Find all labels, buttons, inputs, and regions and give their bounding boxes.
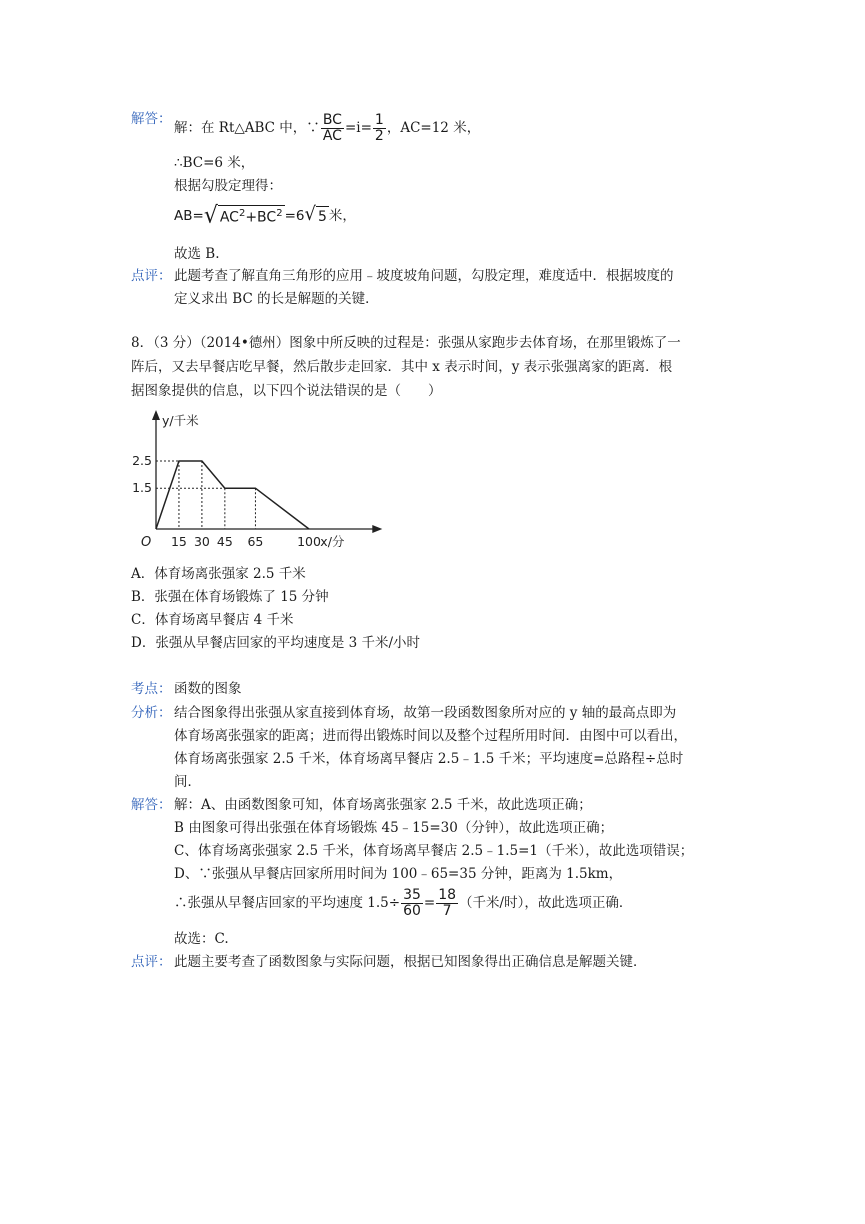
answer-tag-q8: 解答： <box>131 797 172 813</box>
x-tick-label: 30 <box>193 534 210 549</box>
q7-text: ，AC=12 米， <box>386 119 481 136</box>
q8-stem-line-3: 据图象提供的信息，以下四个说法错误的是（ ） <box>131 383 442 399</box>
answer-line-5 <box>174 884 632 922</box>
q7-text: AB= <box>174 207 204 224</box>
answer-text: ∴张强从早餐店回家的平均速度 1.5÷ <box>174 894 401 911</box>
y-axis-arrow <box>152 410 160 420</box>
distance-time-chart <box>128 410 388 558</box>
answer-line-2: B 由图象可得出张强在体育场锻炼 45﹣15=30（分钟），故此选项正确； <box>174 820 614 836</box>
x-tick-label: 65 <box>247 534 264 549</box>
analysis-tag: 分析： <box>131 705 172 721</box>
q7-text: 解：在 Rt△ABC 中，∵ <box>174 119 320 136</box>
comment-tag-q8: 点评： <box>131 954 172 970</box>
q7-solution-line-2: ∴BC=6 米， <box>174 155 255 171</box>
sqrt-five: √ 5 <box>304 203 327 226</box>
answer-line-1: 解：A、由函数图象可知，体育场离张强家 2.5 千米，故此选项正确； <box>174 797 592 813</box>
answer-line-4: D、∵张强从早餐店回家所用时间为 100﹣65=35 分钟，距离为 1.5km， <box>174 866 623 882</box>
origin-label: O <box>141 535 152 550</box>
q7-solution-line-5: 故选 B. <box>174 246 220 262</box>
answer-text: （千米/时），故此选项正确． <box>459 894 633 911</box>
comment-tag-q7: 点评： <box>131 268 172 284</box>
fraction-35-60: $\frac{35}{60}$ <box>403 886 421 919</box>
q8-comment: 此题主要考查了函数图象与实际问题，根据已知图象得出正确信息是解题关键． <box>174 954 647 970</box>
fraction-half: $\frac{1}{2}$ <box>374 111 384 144</box>
option-a: A．体育场离张强家 2.5 千米 <box>131 566 306 582</box>
y-tick-label: 1.5 <box>132 480 152 496</box>
q7-comment-line-1: 此题考查了解直角三角形的应用﹣坡度坡角问题，勾股定理，难度适中．根据坡度的 <box>174 268 674 284</box>
x-axis-arrow <box>372 525 382 533</box>
q7-eq: =i= <box>344 119 372 136</box>
q7-comment-line-2: 定义求出 BC 的长是解题的关键． <box>174 291 379 307</box>
answer-choice: 故选：C. <box>174 931 229 947</box>
q7-solution-line-4 <box>174 200 356 232</box>
option-b: B．张强在体育场锻炼了 15 分钟 <box>131 589 329 605</box>
answer-line-3: C、体育场离张强家 2.5 千米，体育场离早餐店 2.5﹣1.5=1（千米），故此选项错误； <box>174 843 694 859</box>
option-c: C．体育场离早餐店 4 千米 <box>131 612 294 628</box>
analysis-line-4: 间． <box>174 774 201 790</box>
x-tick-label: 45 <box>216 534 233 549</box>
q7-text: =6 <box>284 207 305 224</box>
analysis-line-2: 体育场离张强家的距离；进而得出锻炼时间以及整个过程所用时间．由图中可以看出， <box>174 728 687 744</box>
x-tick-label: 100 <box>297 534 321 549</box>
y-axis-label: y/千米 <box>162 413 199 428</box>
q8-stem-line-2: 阵后，又去早餐店吃早餐，然后散步走回家．其中 x 表示时间，y 表示张强离家的距离．根 <box>131 359 673 375</box>
analysis-line-3: 体育场离张强家 2.5 千米，体育场离早餐店 2.5﹣1.5 千米；平均速度=总路程÷总时 <box>174 751 684 767</box>
point-tag: 考点： <box>131 681 172 697</box>
x-axis-label: x/分 <box>320 534 345 549</box>
fraction-18-7: $\frac{18}{7}$ <box>438 886 457 919</box>
point-text: 函数的图象 <box>174 681 242 697</box>
answer-tag-q7: 解答： <box>131 111 172 127</box>
fraction-bc-ac: $\frac{BC}{AC}$ <box>322 111 342 144</box>
y-tick-label: 2.5 <box>132 453 152 468</box>
q8-stem-line-1: 8．（3 分）（2014•德州）图象中所反映的过程是：张强从家跑步去体育场，在那里锻炼了一 <box>131 335 681 351</box>
answer-text: = <box>423 894 436 911</box>
analysis-line-1: 结合图象得出张强从家直接到体育场，故第一段函数图象所对应的 y 轴的最高点即为 <box>174 705 677 721</box>
option-d: D．张强从早餐店回家的平均速度是 3 千米/小时 <box>131 635 421 651</box>
sqrt-expression: √ $AC^2+BC^2$ <box>203 202 283 229</box>
x-tick-label: 15 <box>170 534 187 549</box>
q7-text: 米， <box>328 207 356 224</box>
q7-solution-line-1 <box>174 108 480 148</box>
q7-solution-line-3: 根据勾股定理得： <box>174 178 282 194</box>
